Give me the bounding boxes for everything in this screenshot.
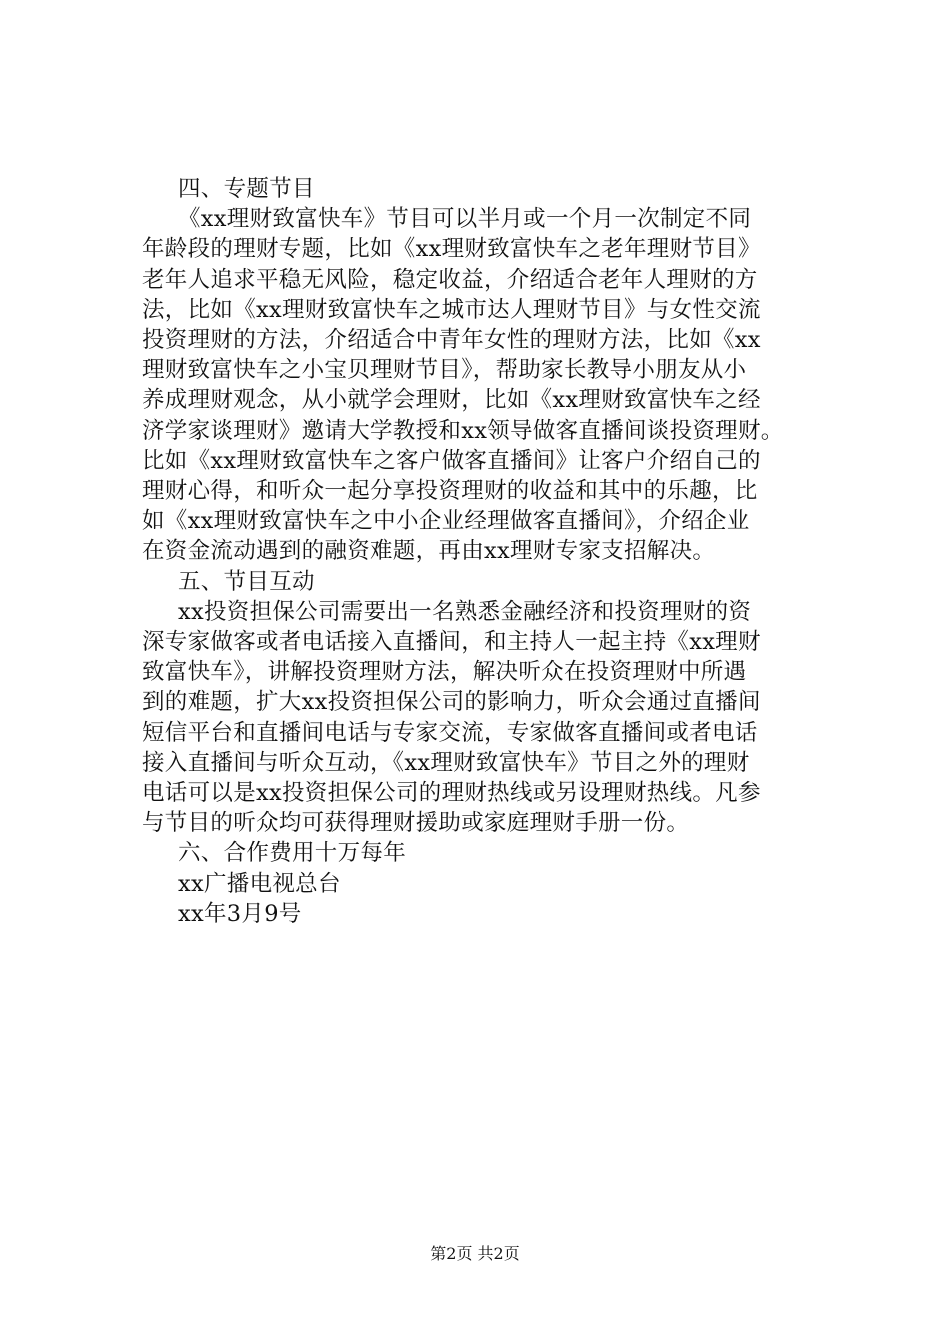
document-body [142, 174, 842, 929]
body-line: 接入直播间与听众互动，《xx理财致富快车》节目之外的理财 [142, 749, 750, 776]
body-line: 理财致富快车之小宝贝理财节目》，帮助家长教导小朋友从小 [142, 357, 747, 384]
body-line: xx年3月9号 [178, 900, 302, 927]
body-line: 到的难题，扩大xx投资担保公司的影响力，听众会通过直播间 [142, 689, 761, 716]
body-line: 理财心得，和听众一起分享投资理财的收益和其中的乐趣，比 [142, 478, 758, 505]
body-line: 四、专题节目 [178, 176, 315, 202]
page-footer: 第2页 共2页 [430, 1244, 520, 1263]
body-line: 养成理财观念，从小就学会理财，比如《xx理财致富快车之经 [142, 387, 761, 414]
body-line: 深专家做客或者电话接入直播间，和主持人一起主持《xx理财 [142, 629, 761, 656]
body-line: 如《xx理财致富快车之中小企业经理做客直播间》，介绍企业 [142, 508, 750, 535]
body-line: 五、节目互动 [178, 568, 315, 595]
body-line: 与节目的听众均可获得理财援助或家庭理财手册一份。 [142, 810, 690, 837]
body-line: 《xx理财致富快车》节目可以半月或一个月一次制定不同 [178, 206, 752, 233]
body-line: 比如《xx理财致富快车之客户做客直播间》让客户介绍自己的 [142, 447, 761, 474]
body-line: 在资金流动遇到的融资难题，再由xx理财专家支招解决。 [142, 538, 716, 565]
body-line: 济学家谈理财》邀请大学教授和xx领导做客直播间谈投资理财。 [142, 417, 784, 444]
body-line: xx投资担保公司需要出一名熟悉金融经济和投资理财的资 [178, 598, 752, 625]
body-line: xx广播电视总台 [178, 870, 341, 897]
body-line: 致富快车》，讲解投资理财方法，解决听众在投资理财中所遇 [142, 659, 747, 686]
body-line: 老年人追求平稳无风险，稳定收益，介绍适合老年人理财的方 [142, 266, 758, 293]
body-line: 年龄段的理财专题，比如《xx理财致富快车之老年理财节目》 [142, 236, 761, 263]
body-line: 电话可以是xx投资担保公司的理财热线或另设理财热线。凡参 [142, 780, 761, 807]
body-line: 投资理财的方法，介绍适合中青年女性的理财方法，比如《xx [142, 327, 761, 354]
body-line: 短信平台和直播间电话与专家交流，专家做客直播间或者电话 [142, 719, 758, 746]
body-line: 法，比如《xx理财致富快车之城市达人理财节目》与女性交流 [142, 296, 761, 323]
body-line: 六、合作费用十万每年 [178, 840, 407, 867]
